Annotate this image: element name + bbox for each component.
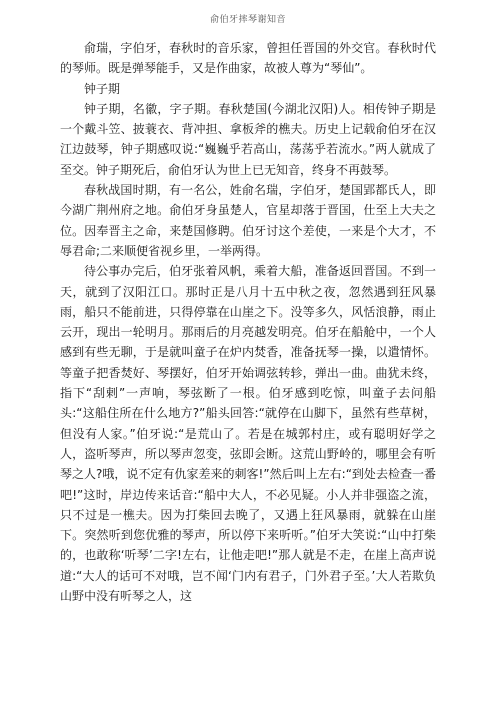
paragraph-story: 待公事办完后，伯牙张着风帆，乘着大船，准备返回晋国。不到一天，就到了汉阳江口。那时正是八月十五中秋之夜，忽然遇到狂风暴雨，船只不能前进，只得停靠在山崖之下。没等多久，风恬浪静，雨止云开，现出一轮明月。那雨后的月亮越发明亮。伯牙在船舱中，一个人感到有些无聊，于是就叫童子在炉内焚香，准备抚琴一操，以遣情怀。等童子把香焚好、琴摆好，伯牙开始调弦转轸，弹出一曲。曲犹未终，指下“刮剌”一声响，琴弦断了一根。伯牙感到吃惊，叫童子去问船头:“这船住所在什么地方?”船头回答:“就停在山脚下，虽然有些草树，但没有人家。”伯牙说:“是荒山了。若是在城郭村庄，或有聪明好学之人，盗听琴声，所以琴声忽变，弦即会断。这荒山野岭的，哪里会有听琴之人?哦，说不定有仇家差来的刺客!”然后叫上左右:“到处去检查一番吧!”这时，岸边传来话音:“船中大人，不必见疑。小人并非强盗之流，只不过是一樵夫。因为打柴回去晚了，又遇上狂风暴雨，就躲在山崖下。突然听到您优雅的琴声，所以停下来听听。”伯牙大笑说:“山中打柴的，也敢称‘听琴’二字!左右，让他走吧!”那人就是不走，在崖上高声说道:“大人的话可不对哦，岂不闻‘门内有君子，门外君子至。’大人若欺负山野中没有听琴之人，这 xyxy=(60,264,436,604)
paragraph-intro: 俞瑞，字伯牙，春秋时的音乐家，曾担任晋国的外交官。春秋时代的琴师。既是弹琴能手，又是作曲家，故被人尊为“琴仙”。 xyxy=(60,41,436,76)
paragraph-zhong-ziqi: 钟子期，名徽，字子期。春秋楚国(今湖北汉阳)人。相传钟子期是一个戴斗笠、披蓑衣、背冲担、拿板斧的樵夫。历史上记载俞伯牙在汉江边鼓琴，钟子期感叹说:“巍巍乎若高山，荡荡乎若流水。”两人就成了至交。钟子期死后，俞伯牙认为世上已无知音，终身不再鼓琴。 xyxy=(60,101,436,177)
document-title: 俞伯牙摔琴谢知音 xyxy=(209,15,286,25)
paragraph-yu-boya-background: 春秋战国时期，有一名公，姓俞名瑞，字伯牙，楚国郢都氏人，即今湖广荆州府之地。俞伯牙身虽楚人，官星却落于晋国，仕至上大夫之位。因奉晋主之命，来楚国修聘。伯牙讨这个差使，一来是个大才，不辱君命;二来顺便省视乡里，一举两得。 xyxy=(60,183,436,258)
document-body xyxy=(60,38,436,606)
section-heading-zhong-ziqi: 钟子期 xyxy=(84,81,121,96)
